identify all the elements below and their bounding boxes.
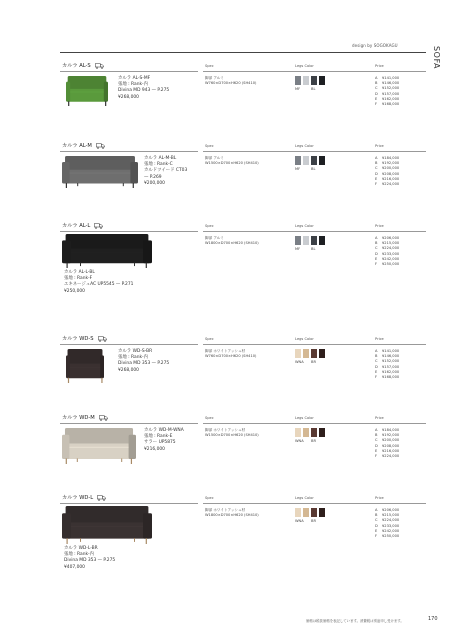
- price-grade: D: [375, 171, 378, 176]
- spec-dimensions: W760×D700×H620 (SH410): [205, 354, 257, 359]
- swatch-label: MF: [295, 167, 301, 171]
- legs-color-label: Legs Color: [295, 337, 314, 341]
- spec-material: 脚部 アルミ: [205, 76, 224, 80]
- product-name-text: カルラ AL-S: [62, 63, 91, 69]
- leg-color-swatch: [319, 76, 325, 85]
- sofa-arm-left: [66, 82, 70, 102]
- spec-text: [205, 156, 259, 167]
- delivery-truck-icon: [95, 63, 104, 69]
- leg-color-swatch: [303, 428, 309, 437]
- leg-color-swatch: [319, 349, 325, 358]
- product-section: [60, 62, 436, 142]
- spec-dimensions: W1800×D700×H620 (SH410): [205, 241, 259, 246]
- price-value: ¥242,000: [382, 528, 400, 533]
- price-value: ¥157,000: [382, 91, 400, 96]
- price-value: ¥192,000: [382, 433, 400, 438]
- product-info-line: 張地 : Rank-内: [118, 82, 148, 88]
- price-grade: E: [375, 96, 378, 101]
- swatch-label: BR: [311, 360, 316, 364]
- price-grade: F: [375, 375, 378, 380]
- leg-color-swatch: [311, 349, 317, 358]
- product-name: [62, 414, 108, 421]
- price-grade: D: [375, 523, 378, 528]
- price-grade: F: [375, 534, 378, 539]
- swatch-label: BL: [311, 167, 316, 171]
- product-info-line: 張地 : Rank-C: [144, 162, 173, 168]
- price-value: ¥168,000: [382, 375, 400, 380]
- section-rule: [203, 423, 426, 424]
- swatch-labels: [295, 439, 327, 443]
- leg-color-swatch: [319, 508, 325, 517]
- section-header: [60, 494, 426, 504]
- price-value: ¥168,000: [382, 102, 400, 107]
- price-grade: C: [375, 246, 378, 251]
- sofa-leg: [66, 183, 67, 188]
- price-value: ¥208,000: [382, 171, 400, 176]
- section-rule: [60, 344, 198, 345]
- leg-color-swatch: [311, 428, 317, 437]
- top-credit: design by SOGOKAGU: [352, 43, 398, 48]
- price-value: ¥224,000: [382, 182, 400, 187]
- product-info: [144, 428, 184, 453]
- price-grade: B: [375, 354, 378, 359]
- product-info-line: サラー UP5875: [144, 440, 176, 446]
- price-grade: D: [375, 364, 378, 369]
- sofa-leg: [134, 538, 135, 542]
- price-value: ¥200,000: [382, 166, 400, 171]
- swatch-label: MF: [295, 247, 301, 251]
- sofa-arm-left: [62, 435, 69, 459]
- price-value: ¥162,000: [382, 369, 400, 374]
- legs-color-label: Legs Color: [295, 416, 314, 420]
- product-name: [62, 142, 105, 149]
- swatch-labels: [295, 247, 327, 251]
- price-list: [375, 156, 399, 187]
- product-info-line: 張地 : Rank-内: [64, 552, 94, 558]
- sofa-image: [62, 428, 136, 468]
- sofa-arm-left: [66, 355, 70, 378]
- sofa-leg: [131, 458, 132, 464]
- product-info: [64, 546, 115, 571]
- price-value: ¥146,000: [382, 354, 400, 359]
- legs-color-label: Legs Color: [295, 224, 314, 228]
- price-row: [375, 534, 399, 539]
- price-value: ¥141,000: [382, 76, 400, 80]
- price-value: ¥141,000: [382, 349, 400, 353]
- price-value: ¥215,000: [382, 513, 400, 518]
- product-info-line: ¥216,000: [144, 446, 165, 452]
- sofa-leg: [101, 378, 102, 383]
- section-rule: [60, 151, 198, 152]
- sofa-image: [62, 234, 152, 272]
- leg-color-swatch: [295, 349, 301, 358]
- product-info-line: ユキネージュAC UP5545 — P.271: [64, 282, 134, 288]
- price-row: [375, 102, 399, 107]
- side-title: SOFA: [432, 46, 441, 70]
- section-header: [60, 62, 426, 72]
- price-value: ¥192,000: [382, 161, 400, 166]
- sofa-leg: [66, 458, 67, 464]
- price-grade: B: [375, 81, 378, 86]
- leg-color-swatch: [303, 508, 309, 517]
- sofa-leg: [77, 458, 78, 462]
- leg-color-swatch: [319, 236, 325, 245]
- price-grade: B: [375, 241, 378, 246]
- sofa-arm-right: [143, 240, 152, 263]
- swatch-label: BR: [311, 439, 316, 443]
- sofa-seat: [64, 170, 137, 184]
- product-name-text: カルラ WD-S: [62, 336, 94, 342]
- legs-color-label: Legs Color: [295, 64, 314, 68]
- sofa-leg: [134, 263, 135, 266]
- section-rule: [60, 503, 198, 504]
- spec-label: Spec: [205, 496, 214, 500]
- product-info-line: カルドツイード CT03: [144, 168, 188, 174]
- price-value: ¥208,000: [382, 443, 400, 448]
- price-grade: B: [375, 513, 378, 518]
- sofa-leg: [146, 263, 147, 268]
- price-value: ¥216,000: [382, 448, 400, 453]
- product-info: [64, 270, 133, 295]
- price-label: Price: [375, 144, 384, 148]
- sofa-arm-right: [129, 435, 136, 459]
- price-grade: B: [375, 161, 378, 166]
- leg-swatches: [295, 76, 325, 85]
- price-grade: A: [375, 76, 378, 80]
- leg-swatches: [295, 508, 325, 517]
- price-grade: E: [375, 369, 378, 374]
- sofa-arm-right: [100, 355, 104, 378]
- swatch-label: BR: [311, 519, 316, 523]
- price-row: [375, 375, 399, 380]
- sofa-seat: [67, 364, 103, 379]
- price-list: [375, 236, 399, 267]
- price-grade: C: [375, 86, 378, 91]
- price-grade: A: [375, 349, 378, 353]
- product-info-line: ¥268,000: [118, 367, 139, 373]
- price-value: ¥250,000: [382, 262, 400, 267]
- price-value: ¥184,000: [382, 156, 400, 160]
- leg-color-swatch: [319, 156, 325, 165]
- page-number: 170: [428, 616, 438, 622]
- price-grade: A: [375, 156, 378, 160]
- swatch-label: BL: [311, 247, 316, 251]
- sofa-leg: [68, 101, 69, 106]
- product-info-line: カルラ WD-S-BR: [118, 349, 153, 354]
- product-name: [62, 222, 103, 229]
- spec-dimensions: W1500×D700×H620 (SH410): [205, 161, 259, 166]
- spec-material: 脚部 ホワイトアッシュ材: [205, 428, 246, 432]
- spec-label: Spec: [205, 224, 214, 228]
- product-info-line: 張地 : Rank-E: [144, 434, 173, 440]
- delivery-truck-icon: [94, 223, 103, 229]
- section-rule: [203, 71, 426, 72]
- sofa-arm-left: [62, 162, 70, 183]
- spec-text: [205, 76, 256, 87]
- price-value: ¥206,000: [382, 508, 400, 512]
- sofa-image: [66, 349, 104, 387]
- price-list: [375, 76, 399, 107]
- sofa-leg: [123, 183, 124, 186]
- product-info-line: ¥200,000: [144, 180, 165, 186]
- leg-swatches: [295, 236, 325, 245]
- product-info-line: カルラ WD-L-BR: [64, 546, 98, 551]
- spec-text: [205, 236, 259, 247]
- price-value: ¥250,000: [382, 534, 400, 539]
- swatch-label: WNA: [295, 519, 304, 523]
- leg-swatches: [295, 349, 325, 358]
- sofa-leg: [67, 538, 68, 544]
- sofa-image: [62, 506, 152, 548]
- price-row: [375, 454, 399, 459]
- swatch-labels: [295, 519, 327, 523]
- leg-color-swatch: [295, 76, 301, 85]
- spec-text: [205, 428, 259, 439]
- sofa-seat: [64, 522, 150, 538]
- spec-text: [205, 508, 259, 519]
- sofa-leg: [68, 378, 69, 383]
- spec-dimensions: W760×D700×H620 (SH410): [205, 81, 257, 86]
- leg-color-swatch: [311, 76, 317, 85]
- leg-color-swatch: [303, 156, 309, 165]
- price-grade: D: [375, 91, 378, 96]
- product-name-text: カルラ AL-M: [62, 143, 92, 149]
- section-rule: [203, 231, 426, 232]
- product-info-line: 張地 : Rank-内: [118, 355, 148, 361]
- price-value: ¥242,000: [382, 256, 400, 261]
- price-label: Price: [375, 496, 384, 500]
- swatch-label: MF: [295, 87, 301, 91]
- price-value: ¥224,000: [382, 518, 400, 523]
- sofa-image: [66, 76, 108, 110]
- product-info: [118, 76, 169, 101]
- price-value: ¥162,000: [382, 96, 400, 101]
- top-rule: [60, 52, 426, 53]
- price-value: ¥224,000: [382, 454, 400, 459]
- spec-label: Spec: [205, 64, 214, 68]
- leg-color-swatch: [295, 508, 301, 517]
- price-grade: E: [375, 528, 378, 533]
- sofa-leg: [80, 538, 81, 542]
- leg-color-swatch: [319, 428, 325, 437]
- sofa-leg: [121, 458, 122, 462]
- price-grade: D: [375, 251, 378, 256]
- sofa-seat: [64, 249, 150, 264]
- sofa-arm-right: [130, 162, 138, 183]
- section-header: [60, 335, 426, 345]
- product-info-line: カルラ AL-L-BL: [64, 270, 95, 275]
- sofa-arm-right: [104, 82, 108, 102]
- product-info-line: カルラ WD-M-WNA: [144, 428, 184, 433]
- price-value: ¥206,000: [382, 236, 400, 240]
- product-section: [60, 335, 436, 415]
- price-value: ¥157,000: [382, 364, 400, 369]
- spec-material: 脚部 アルミ: [205, 156, 224, 160]
- sofa-leg: [67, 263, 68, 268]
- swatch-label: BL: [311, 87, 316, 91]
- product-section: [60, 414, 436, 494]
- leg-swatches: [295, 156, 325, 165]
- delivery-truck-icon: [98, 336, 107, 342]
- sofa-leg: [105, 101, 106, 106]
- section-rule: [203, 151, 426, 152]
- leg-color-swatch: [303, 236, 309, 245]
- price-grade: C: [375, 518, 378, 523]
- price-grade: A: [375, 428, 378, 432]
- leg-color-swatch: [311, 156, 317, 165]
- price-grade: C: [375, 166, 378, 171]
- product-name-text: カルラ WD-L: [62, 495, 94, 501]
- product-info-line: Divina MD 353 — P.275: [118, 361, 170, 367]
- product-info: [118, 349, 169, 374]
- product-info-line: ¥250,000: [64, 288, 85, 294]
- price-value: ¥233,000: [382, 251, 400, 256]
- product-info-line: ¥407,000: [64, 564, 85, 570]
- leg-color-swatch: [311, 508, 317, 517]
- product-section: [60, 222, 436, 302]
- product-section: [60, 142, 436, 222]
- product-name: [62, 494, 106, 501]
- spec-dimensions: W1500×D700×H620 (SH410): [205, 433, 259, 438]
- price-value: ¥146,000: [382, 81, 400, 86]
- product-info-line: Divina MD 353 — P.275: [64, 558, 116, 564]
- spec-label: Spec: [205, 337, 214, 341]
- spec-dimensions: W1800×D700×H620 (SH410): [205, 513, 259, 518]
- swatch-labels: [295, 87, 327, 91]
- sofa-arm-right: [143, 513, 152, 538]
- spec-label: Spec: [205, 144, 214, 148]
- price-grade: C: [375, 438, 378, 443]
- price-grade: D: [375, 443, 378, 448]
- section-header: [60, 414, 426, 424]
- price-grade: C: [375, 359, 378, 364]
- price-grade: F: [375, 182, 378, 187]
- price-grade: F: [375, 262, 378, 267]
- price-list: [375, 349, 399, 380]
- sofa-leg: [133, 183, 134, 188]
- sofa-leg: [146, 538, 147, 544]
- swatch-labels: [295, 360, 327, 364]
- sofa-seat: [63, 443, 134, 458]
- section-rule: [203, 503, 426, 504]
- price-value: ¥233,000: [382, 523, 400, 528]
- price-value: ¥216,000: [382, 176, 400, 181]
- price-row: [375, 182, 399, 187]
- price-grade: E: [375, 448, 378, 453]
- swatch-label: WNA: [295, 439, 304, 443]
- product-name: [62, 62, 104, 69]
- product-info-line: 張地 : Rank-F: [64, 276, 93, 282]
- spec-text: [205, 349, 256, 360]
- price-list: [375, 508, 399, 539]
- sofa-image: [62, 156, 138, 192]
- price-grade: F: [375, 454, 378, 459]
- spec-material: 脚部 ホワイトアッシュ材: [205, 508, 246, 512]
- price-value: ¥200,000: [382, 438, 400, 443]
- price-label: Price: [375, 416, 384, 420]
- delivery-truck-icon: [97, 495, 106, 501]
- leg-color-swatch: [295, 156, 301, 165]
- product-info-line: ¥268,000: [118, 94, 139, 100]
- sofa-arm-left: [62, 513, 71, 538]
- legs-color-label: Legs Color: [295, 144, 314, 148]
- price-list: [375, 428, 399, 459]
- price-grade: F: [375, 102, 378, 107]
- product-info-line: カルラ AL-M-BL: [144, 156, 177, 161]
- price-value: ¥152,000: [382, 359, 400, 364]
- price-label: Price: [375, 224, 384, 228]
- delivery-truck-icon: [96, 143, 105, 149]
- footer-note: 価格は税抜価格を表記しています。消費税は別途申し受けます。: [306, 619, 404, 623]
- price-value: ¥184,000: [382, 428, 400, 432]
- product-info: [144, 156, 187, 187]
- product-section: [60, 494, 436, 574]
- section-rule: [60, 423, 198, 424]
- price-value: ¥224,000: [382, 246, 400, 251]
- product-info-line: カルラ AL-S-MF: [118, 76, 151, 81]
- sofa-seat: [67, 89, 107, 102]
- product-name: [62, 335, 107, 342]
- product-info-line: Divina MD 943 — P.275: [118, 88, 170, 94]
- spec-material: 脚部 ホワイトアッシュ材: [205, 349, 246, 353]
- leg-swatches: [295, 428, 325, 437]
- section-header: [60, 142, 426, 152]
- leg-color-swatch: [295, 428, 301, 437]
- swatch-labels: [295, 167, 327, 171]
- spec-label: Spec: [205, 416, 214, 420]
- section-rule: [203, 344, 426, 345]
- legs-color-label: Legs Color: [295, 496, 314, 500]
- product-name-text: カルラ WD-M: [62, 415, 95, 421]
- sofa-arm-left: [62, 240, 71, 263]
- price-grade: B: [375, 433, 378, 438]
- price-value: ¥215,000: [382, 241, 400, 246]
- sofa-leg: [80, 263, 81, 266]
- leg-color-swatch: [303, 349, 309, 358]
- section-rule: [60, 231, 198, 232]
- delivery-truck-icon: [99, 415, 108, 421]
- leg-color-swatch: [295, 236, 301, 245]
- leg-color-swatch: [311, 236, 317, 245]
- section-rule: [60, 71, 198, 72]
- product-info-line: — P.269: [144, 174, 162, 180]
- section-header: [60, 222, 426, 232]
- price-value: ¥152,000: [382, 86, 400, 91]
- spec-material: 脚部 アルミ: [205, 236, 224, 240]
- product-name-text: カルラ AL-L: [62, 223, 91, 229]
- price-grade: E: [375, 176, 378, 181]
- sofa-leg: [77, 183, 78, 186]
- price-label: Price: [375, 64, 384, 68]
- price-row: [375, 262, 399, 267]
- price-label: Price: [375, 337, 384, 341]
- swatch-label: WNA: [295, 360, 304, 364]
- price-grade: A: [375, 236, 378, 240]
- price-grade: E: [375, 256, 378, 261]
- leg-color-swatch: [303, 76, 309, 85]
- price-grade: A: [375, 508, 378, 512]
